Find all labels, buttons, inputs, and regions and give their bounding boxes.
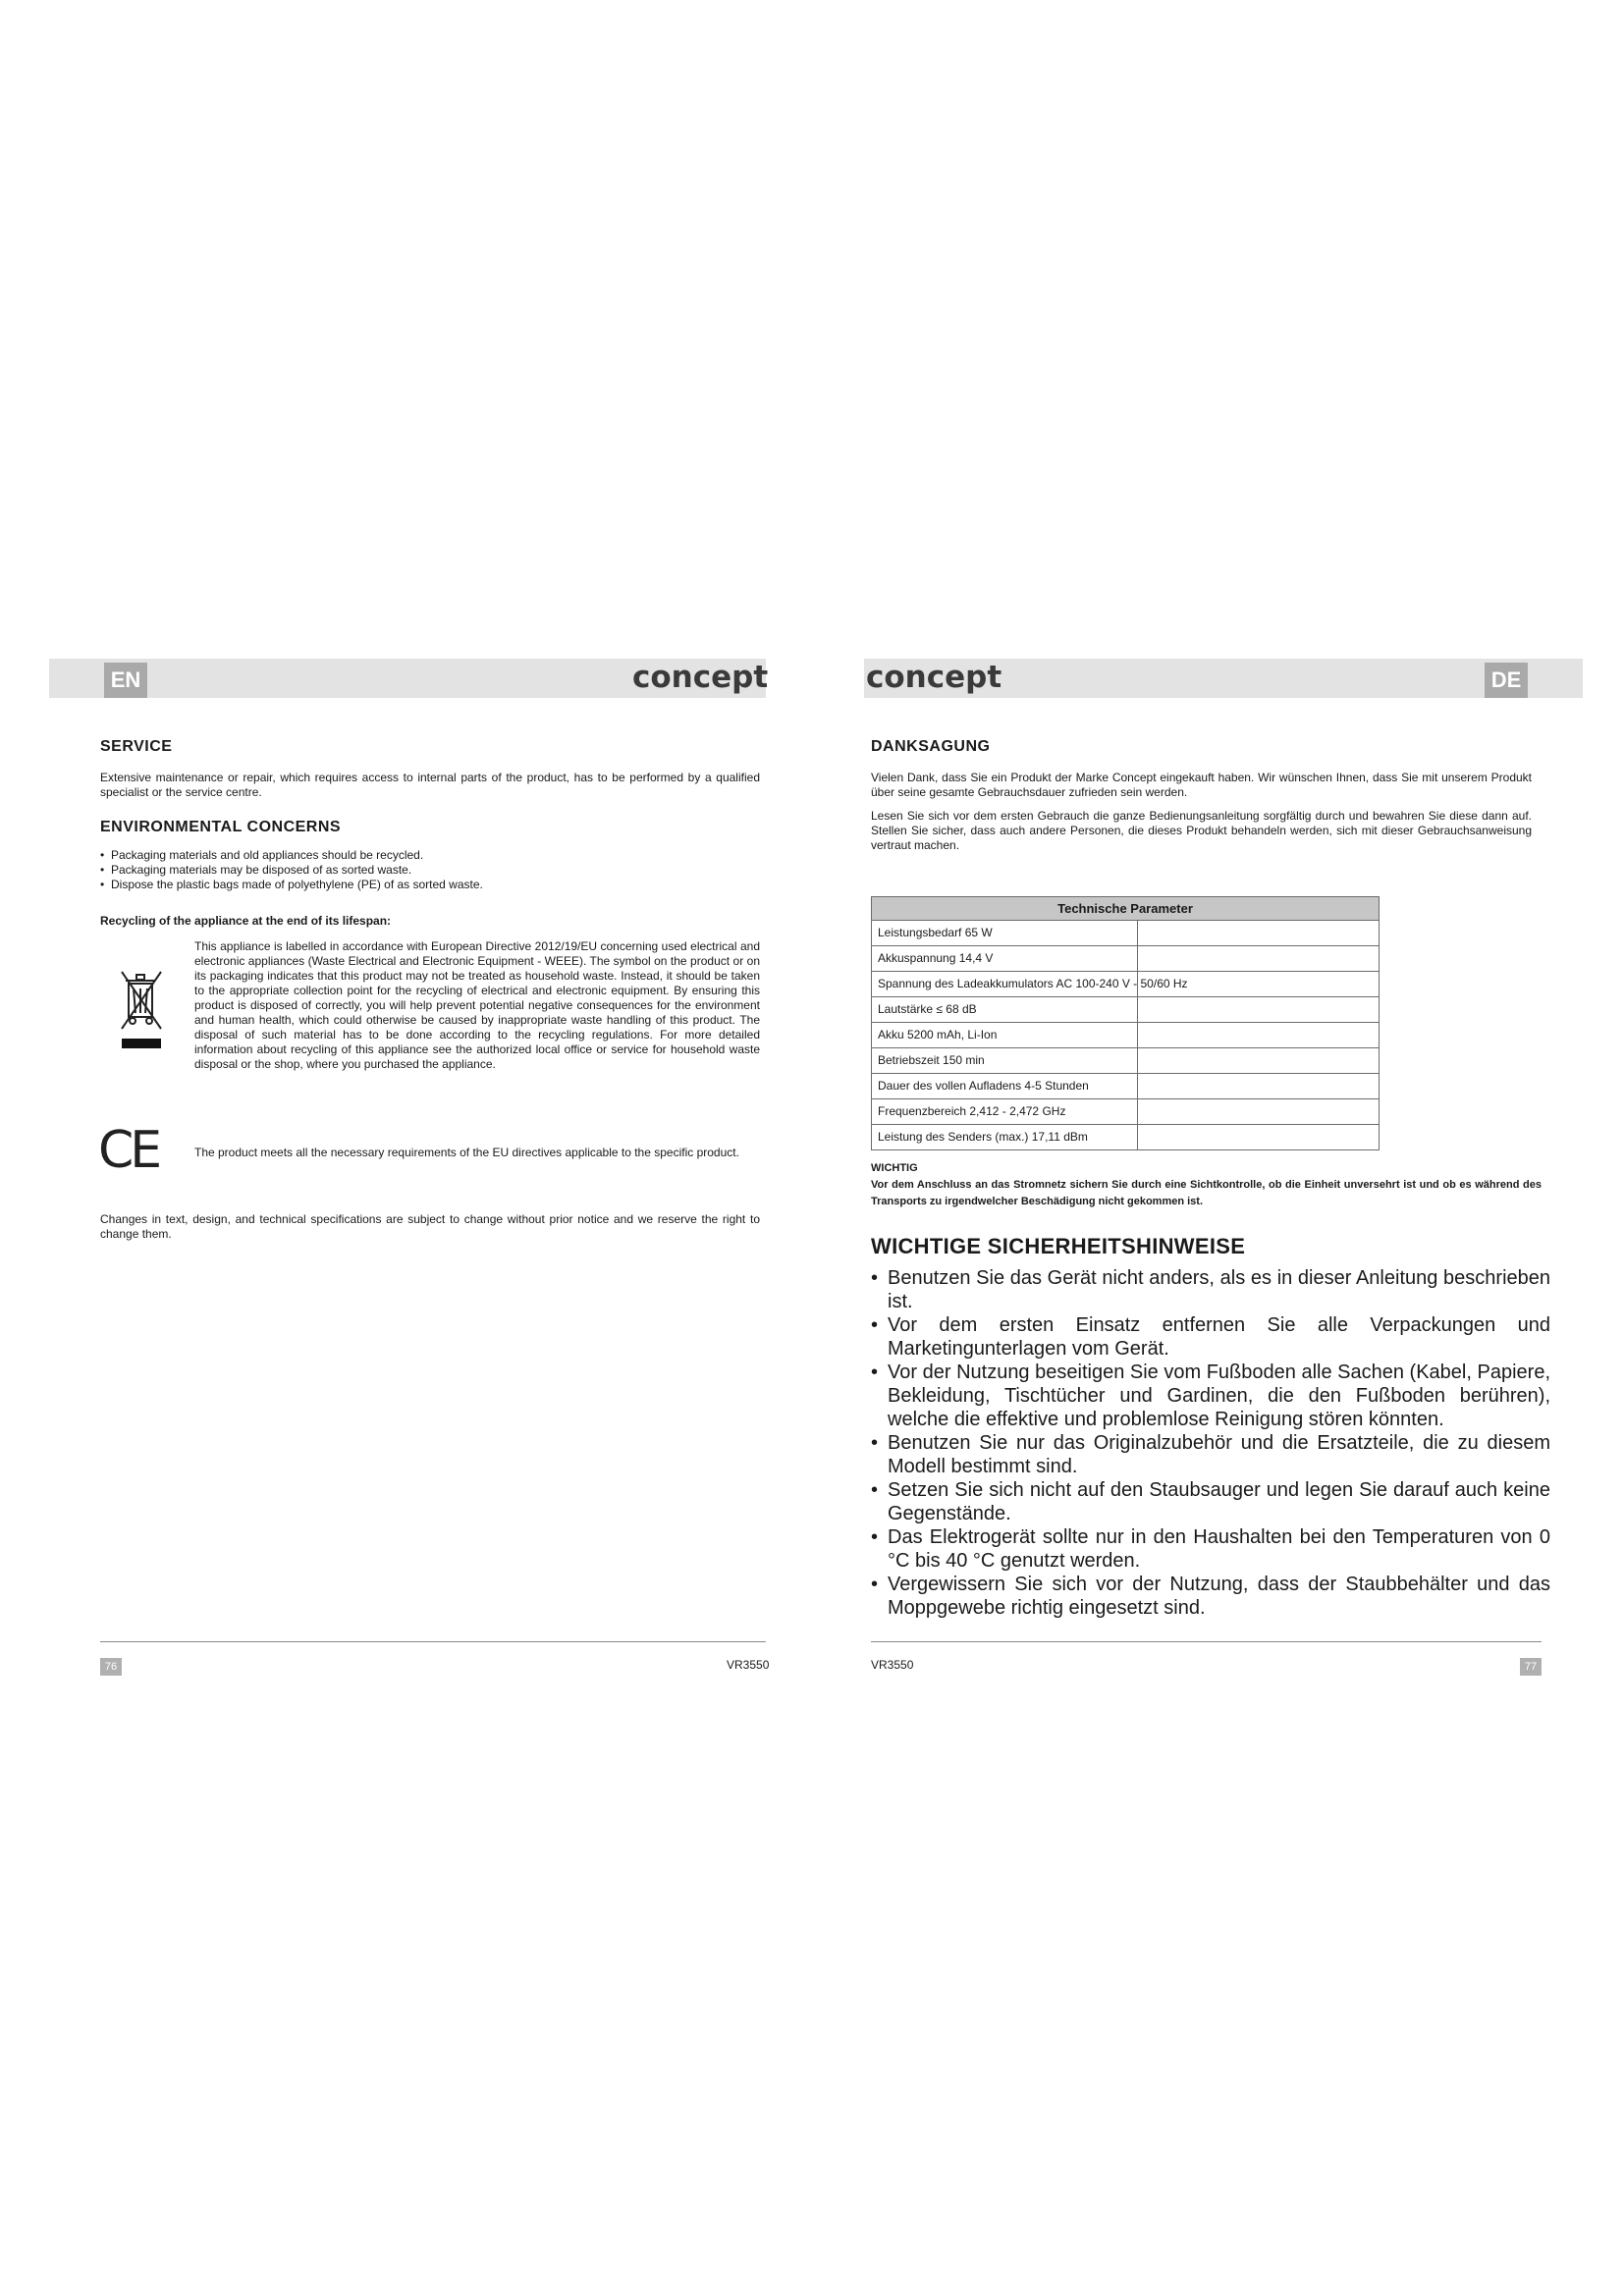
- table-row: [872, 997, 1380, 1023]
- table-cell: Frequenzbereich 2,412 - 2,472 GHz: [878, 1104, 1066, 1118]
- list-item: • Vor dem ersten Einsatz entfernen Sie alle Verpackungen und Marketingunterlagen vom Gerät.: [871, 1313, 1550, 1361]
- list-item: • Packaging materials may be disposed of as sorted waste.: [100, 863, 760, 878]
- ce-mark-icon: CE: [98, 1121, 159, 1180]
- list-item: • Vor der Nutzung beseitigen Sie vom Fußboden alle Sachen (Kabel, Papiere, Bekleidung, Tischtücher und Gardinen, die den Fußboden berühren), welche die effektive und problemlose Reinigung stören könnten.: [871, 1361, 1550, 1431]
- table-cell: Lautstärke ≤ 68 dB: [878, 1002, 977, 1016]
- table-cell: Spannung des Ladeakkumulators AC 100-240 V - 50/60 Hz: [878, 977, 1188, 990]
- recycling-text: This appliance is labelled in accordance with European Directive 2012/19/EU concerning used electrical and electronic appliances (Waste Electrical and Electronic Equipment - WEEE). The symbol on the product or on its packaging indicates that this product may not be treated as household waste. Instead, it should be taken to the appropriate collection point for the recycling of electrical and electronic equipment. By ensuring this product is disposed of correctly, you will help prevent potential negative consequences for the environment and human health, which could otherwise be caused by inappropriate waste handling of this product. The disposal of such material has to be done according to the recycling regulations. For more detailed information about recycling of this appliance see the authorized local office or service for household waste disposal or the shop, where you purchased the appliance.: [194, 939, 760, 1071]
- table-title: Technische Parameter: [872, 897, 1380, 921]
- table-row: [872, 1099, 1380, 1125]
- table-row: [872, 1023, 1380, 1048]
- language-tab-de: DE: [1485, 663, 1528, 698]
- table-row: [872, 921, 1380, 946]
- table-row: [872, 1125, 1380, 1150]
- thanks-heading: DANKSAGUNG: [871, 738, 991, 755]
- table-row: [872, 1074, 1380, 1099]
- technical-parameters-table: [871, 896, 1380, 1150]
- thanks-text-1: Vielen Dank, dass Sie ein Produkt der Marke Concept eingekauft haben. Wir wünschen Ihnen, dass Sie mit unserem Produkt über seine gesamte Gebrauchsdauer zufrieden sein werden.: [871, 771, 1532, 799]
- safety-list: [871, 1266, 1550, 1620]
- brand-logo-right: concept: [866, 660, 1002, 695]
- brand-logo-left: concept: [632, 660, 769, 695]
- weee-bin-icon: [120, 964, 163, 1054]
- footer-divider-right: [871, 1641, 1542, 1642]
- list-item: • Setzen Sie sich nicht auf den Staubsauger und legen Sie darauf auch keine Gegenstände.: [871, 1478, 1550, 1525]
- list-item: • Vergewissern Sie sich vor der Nutzung, dass der Staubbehälter und das Moppgewebe richtig eingesetzt sind.: [871, 1573, 1550, 1620]
- table-cell: Betriebszeit 150 min: [878, 1053, 985, 1067]
- page-number-left: 76: [100, 1658, 122, 1676]
- safety-heading: WICHTIGE SICHERHEITSHINWEISE: [871, 1234, 1246, 1258]
- list-item: • Benutzen Sie das Gerät nicht anders, als es in dieser Anleitung beschrieben ist.: [871, 1266, 1550, 1313]
- changes-notice: Changes in text, design, and technical specifications are subject to change without prior notice and we reserve the right to change them.: [100, 1212, 760, 1241]
- recycling-heading: Recycling of the appliance at the end of its lifespan:: [100, 914, 392, 928]
- environment-heading: ENVIRONMENTAL CONCERNS: [100, 819, 342, 835]
- model-label-right: VR3550: [871, 1658, 914, 1672]
- table-cell: Akku 5200 mAh, Li-Ion: [878, 1028, 998, 1041]
- list-item: • Dispose the plastic bags made of polyethylene (PE) of as sorted waste.: [100, 878, 760, 892]
- environment-list: [100, 848, 760, 892]
- table-row: [872, 1048, 1380, 1074]
- important-text: Vor dem Anschluss an das Stromnetz sichern Sie durch eine Sichtkontrolle, ob die Einheit unversehrt ist und ob es während des Transports zu irgendwelcher Beschädigung nicht gekommen ist.: [871, 1179, 1542, 1207]
- list-item: • Benutzen Sie nur das Originalzubehör und die Ersatzteile, die zu diesem Modell bestimmt sind.: [871, 1431, 1550, 1478]
- service-text: Extensive maintenance or repair, which requires access to internal parts of the product, has to be performed by a qualified specialist or the service centre.: [100, 771, 760, 799]
- thanks-text-2: Lesen Sie sich vor dem ersten Gebrauch die ganze Bedienungsanleitung sorgfältig durch und bewahren Sie diese dann auf. Stellen Sie sicher, dass auch andere Personen, die dieses Produkt behandeln werden, sich mit dieser Gebrauchsanweisung vertraut machen.: [871, 809, 1532, 852]
- page-number-right: 77: [1520, 1658, 1542, 1676]
- table-cell: Leistungsbedarf 65 W: [878, 926, 993, 939]
- list-item: • Packaging materials and old appliances should be recycled.: [100, 848, 760, 863]
- important-heading: WICHTIG: [871, 1162, 918, 1174]
- footer-divider-left: [100, 1641, 766, 1642]
- table-cell: Akkuspannung 14,4 V: [878, 951, 994, 965]
- table-cell: Leistung des Senders (max.) 17,11 dBm: [878, 1130, 1088, 1144]
- list-item: • Das Elektrogerät sollte nur in den Haushalten bei den Temperaturen von 0 °C bis 40 °C genutzt werden.: [871, 1525, 1550, 1573]
- model-label-left: VR3550: [727, 1658, 770, 1672]
- service-heading: SERVICE: [100, 738, 173, 755]
- table-row: [872, 946, 1380, 972]
- language-tab-en: EN: [104, 663, 147, 698]
- table-row: [872, 972, 1380, 997]
- table-cell: Dauer des vollen Aufladens 4-5 Stunden: [878, 1079, 1089, 1093]
- ce-text: The product meets all the necessary requirements of the EU directives applicable to the specific product.: [194, 1146, 739, 1159]
